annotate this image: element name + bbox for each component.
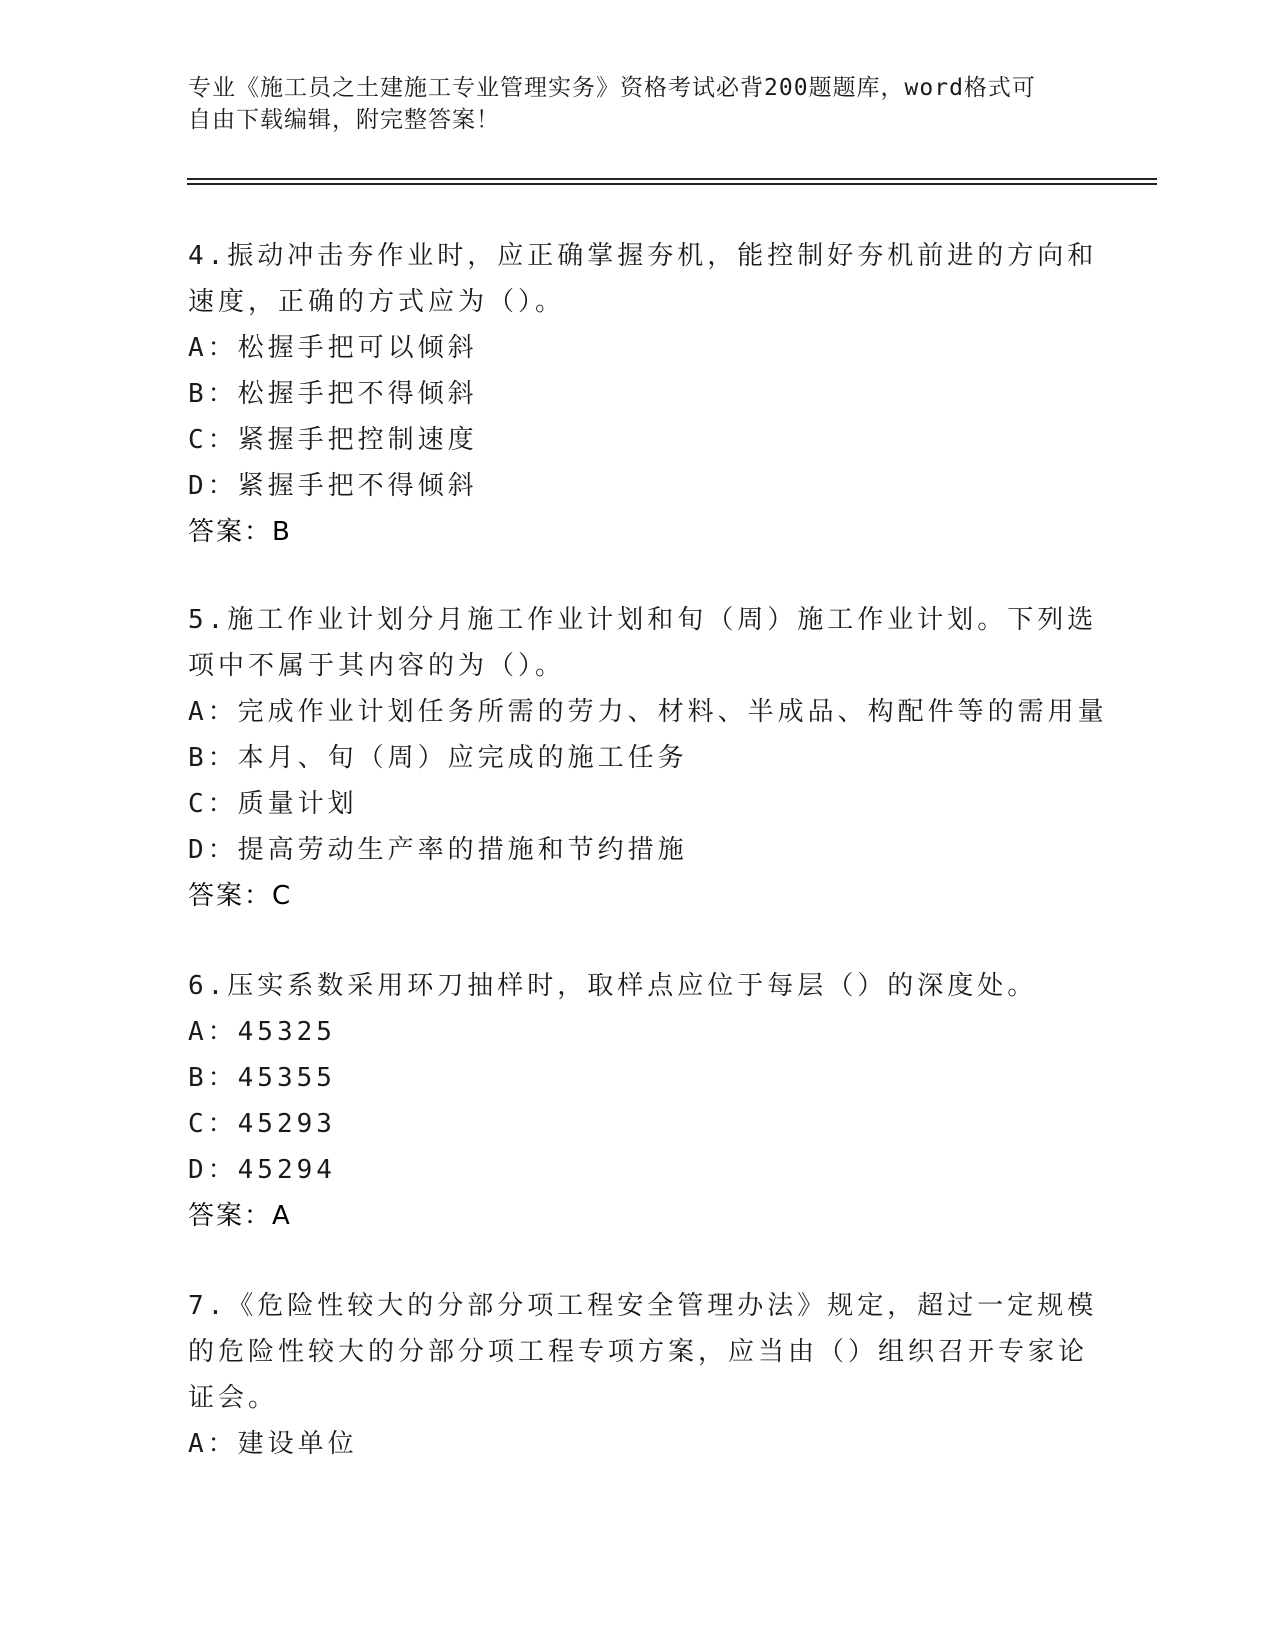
option-c: C：质量计划 bbox=[188, 789, 358, 819]
option-d: D：提高劳动生产率的措施和节约措施 bbox=[188, 835, 688, 865]
option-b: B：45355 bbox=[188, 1063, 336, 1093]
header-line: 自由下载编辑，附完整答案！ bbox=[188, 107, 500, 133]
header-line: 专业《施工员之土建施工专业管理实务》资格考试必背200题题库，word格式可 bbox=[188, 75, 1036, 101]
question-text: 5.施工作业计划分月施工作业计划和旬（周）施工作业计划。下列选 bbox=[188, 605, 1098, 635]
option-b: B：松握手把不得倾斜 bbox=[188, 379, 478, 409]
option-c: C：45293 bbox=[188, 1109, 336, 1139]
option-d: D：紧握手把不得倾斜 bbox=[188, 471, 478, 501]
answer-text: 答案：A bbox=[188, 1201, 292, 1231]
question-block bbox=[188, 963, 1088, 1239]
header-divider bbox=[187, 183, 1157, 185]
question-text: 的危险性较大的分部分项工程专项方案，应当由（）组织召开专家论 bbox=[188, 1337, 1089, 1367]
document-header bbox=[188, 72, 1068, 136]
question-text: 7.《危险性较大的分部分项工程安全管理办法》规定，超过一定规模 bbox=[188, 1291, 1098, 1321]
answer-text: 答案：B bbox=[188, 517, 292, 547]
option-d: D：45294 bbox=[188, 1155, 336, 1185]
question-text: 项中不属于其内容的为（）。 bbox=[188, 651, 566, 681]
question-block bbox=[188, 597, 1108, 919]
option-b: B：本月、旬（周）应完成的施工任务 bbox=[188, 743, 688, 773]
question-text: 证会。 bbox=[188, 1383, 279, 1413]
header-divider bbox=[187, 178, 1157, 180]
option-c: C：紧握手把控制速度 bbox=[188, 425, 478, 455]
question-block bbox=[188, 1283, 1098, 1467]
question-text: 4.振动冲击夯作业时，应正确掌握夯机，能控制好夯机前进的方向和 bbox=[188, 241, 1098, 271]
answer-text: 答案：C bbox=[188, 881, 293, 911]
option-a: A：建设单位 bbox=[188, 1429, 358, 1459]
question-text: 6.压实系数采用环刀抽样时，取样点应位于每层（）的深度处。 bbox=[188, 971, 1038, 1001]
option-a: A：松握手把可以倾斜 bbox=[188, 333, 478, 363]
option-a: A：45325 bbox=[188, 1017, 336, 1047]
option-a: A：完成作业计划任务所需的劳力、材料、半成品、构配件等的需用量 bbox=[188, 697, 1108, 727]
question-text: 速度，正确的方式应为（）。 bbox=[188, 287, 566, 317]
question-block bbox=[188, 233, 1098, 555]
